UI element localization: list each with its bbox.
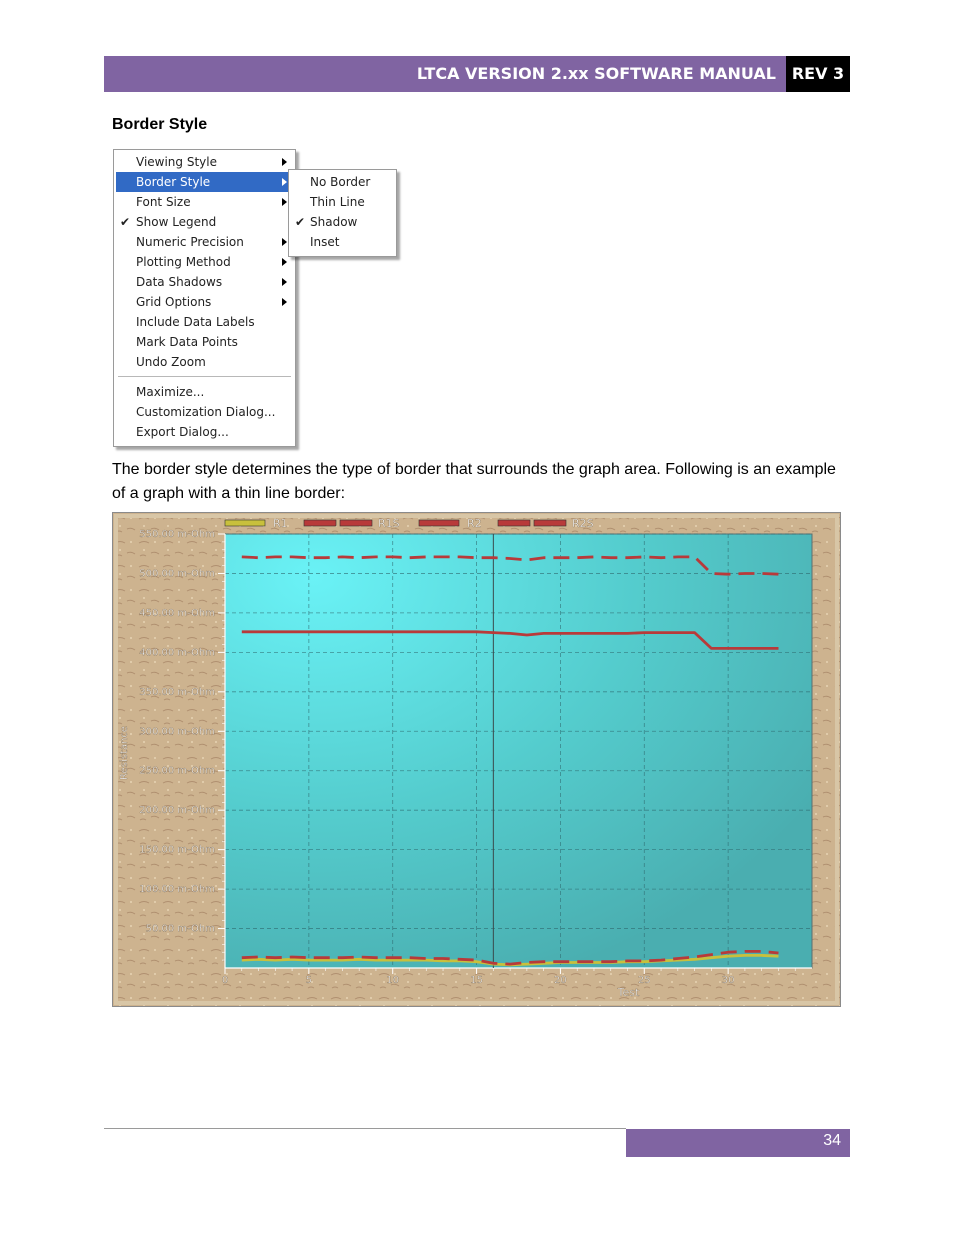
- submenu-item[interactable]: [291, 172, 394, 192]
- submenu-arrow-icon: [282, 258, 287, 266]
- x-axis-title: Test: [617, 986, 640, 999]
- legend-swatch: [340, 520, 372, 526]
- menu-item[interactable]: [116, 232, 293, 252]
- menu-item[interactable]: [116, 152, 293, 172]
- menu-item[interactable]: [116, 292, 293, 312]
- y-tick-label: 300.00 m-Ohm: [139, 726, 215, 738]
- footer-bar: [626, 1129, 850, 1157]
- menu-item-label: Font Size: [136, 195, 191, 209]
- header-bar: [104, 56, 786, 92]
- submenu-arrow-icon: [282, 198, 287, 206]
- submenu-item[interactable]: [291, 212, 394, 232]
- y-tick-label: 350.00 m-Ohm: [139, 686, 215, 698]
- resistance-chart: [113, 513, 840, 1006]
- menu-item-label: Undo Zoom: [136, 355, 206, 369]
- submenu-arrow-icon: [282, 278, 287, 286]
- y-tick-label: 150.00 m-Ohm: [139, 844, 215, 856]
- menu-item-label: Viewing Style: [136, 155, 217, 169]
- legend-label: R1: [273, 517, 288, 530]
- legend-label: R2S: [572, 517, 594, 530]
- plot-area: [225, 534, 812, 968]
- menu-item-label: Show Legend: [136, 215, 217, 229]
- menu-item[interactable]: [116, 252, 293, 272]
- submenu-item-label: No Border: [310, 175, 371, 189]
- revision-badge: REV 3: [786, 56, 850, 92]
- menu-item-label: Mark Data Points: [136, 335, 238, 349]
- y-tick-label: 250.00 m-Ohm: [139, 765, 215, 777]
- x-tick-label: 30: [721, 975, 735, 986]
- submenu-item[interactable]: [291, 232, 394, 252]
- context-menu: [113, 149, 296, 447]
- legend-label: R1S: [378, 517, 400, 530]
- y-tick-label: 500.00 m-Ohm: [139, 568, 215, 580]
- page-number: 34: [823, 1132, 841, 1149]
- legend-swatch: [534, 520, 566, 526]
- menu-item-label: Customization Dialog...: [136, 405, 276, 419]
- menu-item-label: Numeric Precision: [136, 235, 244, 249]
- submenu-arrow-icon: [282, 238, 287, 246]
- x-tick-label: 15: [470, 975, 483, 986]
- menu-item-label: Grid Options: [136, 295, 212, 309]
- legend-swatch: [225, 520, 265, 526]
- x-tick-label: 25: [637, 975, 651, 986]
- legend-label: R2: [467, 517, 482, 530]
- submenu-item-label: Thin Line: [310, 195, 365, 209]
- y-tick-label: 100.00 m-Ohm: [139, 884, 215, 896]
- x-tick-label: 10: [386, 975, 400, 986]
- menu-item[interactable]: [116, 352, 293, 372]
- submenu-arrow-icon: [282, 158, 287, 166]
- menu-item[interactable]: [116, 422, 293, 442]
- x-tick-label: 0: [221, 975, 229, 986]
- footer-rule: [104, 1128, 626, 1129]
- y-tick-label: 450.00 m-Ohm: [139, 607, 215, 619]
- submenu-item-label: Shadow: [310, 215, 358, 229]
- y-tick-label: 550.00 m-Ohm: [139, 529, 215, 540]
- submenu-arrow-icon: [282, 298, 287, 306]
- checkmark-icon: ✔: [295, 215, 306, 229]
- legend-swatch: [419, 520, 459, 526]
- x-tick-label: 20: [554, 975, 567, 986]
- menu-item[interactable]: [116, 332, 293, 352]
- menu-item-label: Data Shadows: [136, 275, 223, 289]
- section-heading: Border Style: [112, 116, 208, 133]
- menu-item[interactable]: [116, 172, 293, 192]
- y-tick-label: 50.00 m-Ohm: [145, 923, 215, 935]
- x-tick-label: 5: [305, 975, 313, 986]
- y-tick-label: 200.00 m-Ohm: [139, 805, 215, 817]
- menu-item[interactable]: [116, 272, 293, 292]
- menu-item[interactable]: [116, 402, 293, 422]
- menu-item[interactable]: [116, 382, 293, 402]
- y-axis-title: Resistance: [119, 726, 130, 780]
- menu-item-label: Include Data Labels: [136, 315, 255, 329]
- border-style-submenu: [288, 169, 397, 257]
- checkmark-icon: ✔: [120, 215, 131, 229]
- menu-item-label: Export Dialog...: [136, 425, 229, 439]
- graph-screenshot: [112, 512, 841, 1007]
- menu-item-label: Border Style: [136, 175, 211, 189]
- legend-swatch: [498, 520, 530, 526]
- submenu-arrow-icon: [282, 178, 287, 186]
- y-tick-label: 400.00 m-Ohm: [139, 647, 215, 659]
- submenu-item[interactable]: [291, 192, 394, 212]
- menu-item-label: Maximize...: [136, 385, 205, 399]
- menu-separator: [118, 376, 291, 377]
- menu-item-label: Plotting Method: [136, 255, 231, 269]
- submenu-item-label: Inset: [310, 235, 340, 249]
- menu-item[interactable]: [116, 212, 293, 232]
- menu-item[interactable]: [116, 312, 293, 332]
- body-paragraph: The border style determines the type of border that surrounds the graph area. Following is an example of a graph with a thin line border:: [112, 461, 836, 502]
- legend-swatch: [304, 520, 336, 526]
- manual-title: LTCA VERSION 2.xx SOFTWARE MANUAL: [416, 64, 776, 83]
- menu-item[interactable]: [116, 192, 293, 212]
